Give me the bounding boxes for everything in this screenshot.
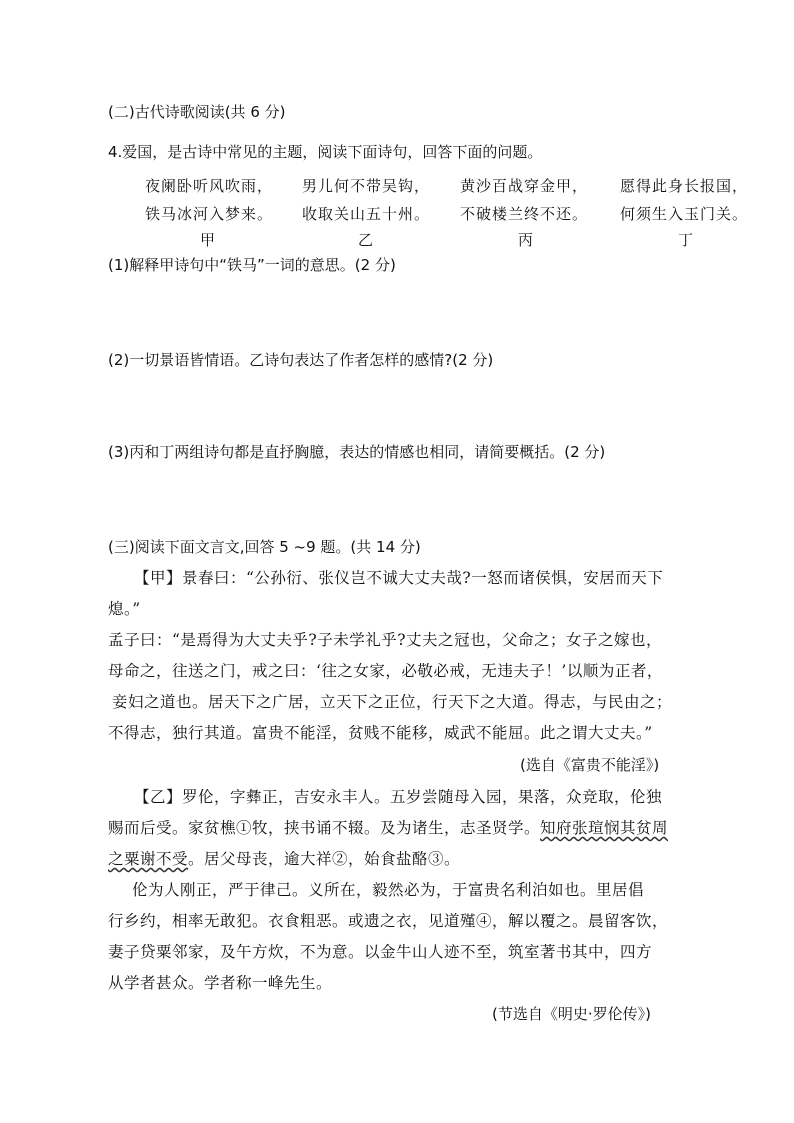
passage-yi-line: 从学者甚众。学者称一峰先生。: [108, 974, 333, 992]
question-4-stem: 4.爱国，是古诗中常见的主题，阅读下面诗句，回答下面的问题。: [108, 143, 543, 161]
passage-yi-source: (节选自《明史·罗伦传》): [492, 1005, 651, 1023]
section3-heading: (三)阅读下面文言文,回答 5 ~9 题。(共 14 分): [108, 538, 421, 556]
poem-line: 收取关山五十州。: [302, 205, 431, 223]
passage-yi-line: 【乙】罗伦，字彝正，吉安永丰人。五岁尝随母入园，果落，众竞取，伦独: [134, 788, 663, 806]
poem-line: 不破楼兰终不还。: [460, 205, 589, 223]
passage-jia-line: 妾妇之道也。居天下之广居，立天下之正位，行天下之大道。得志，与民由之；: [112, 693, 673, 711]
poem-label-yi: 乙: [358, 231, 374, 249]
passage-jia-line: 熄。”: [108, 600, 141, 618]
passage-yi-text: 赐而后受。家贫樵①牧，挟书诵不辍。及为诸生，志圣贤学。: [108, 819, 541, 837]
passage-yi-line: 伦为人刚正，严于律己。义所在，毅然必为，于富贵名利泊如也。里居倡: [132, 881, 645, 899]
question-4-3: (3)丙和丁两组诗句都是直抒胸臆，表达的情感也相同，请简要概括。(2 分): [108, 443, 606, 461]
passage-yi-line: 妻子贷粟邻家，及午方炊，不为意。以金牛山人迹不至，筑室著书其中，四方: [108, 943, 653, 961]
poem-line: 何须生入玉门关。: [620, 205, 749, 223]
passage-yi-line: 行乡约，相率无敢犯。衣食粗恶。或遗之衣，见道殣④，解以覆之。晨留客饮，: [108, 912, 669, 930]
passage-yi-line: [108, 849, 460, 869]
passage-jia-line: 孟子曰：“是焉得为大丈夫乎?子未学礼乎?丈夫之冠也，父命之；女子之嫁也，: [108, 631, 663, 649]
wavy-underlined-text: 知府张瑄悯其贫周: [540, 819, 669, 837]
passage-jia-line: 母命之，往送之门，戒之曰：‘往之女家，必敬必戒，无违夫子！’以顺为正者，: [108, 662, 663, 680]
section2-heading: (二)古代诗歌阅读(共 6 分): [108, 103, 286, 121]
passage-yi-text: 。居父母丧，逾大祥②，始食盐酪③。: [188, 850, 461, 868]
wavy-underlined-text: 之粟谢不受: [108, 850, 189, 868]
passage-jia-source: (选自《富贵不能淫》): [520, 756, 660, 774]
question-4-1: (1)解释甲诗句中“铁马”一词的意思。(2 分): [108, 256, 396, 274]
poem-line: 夜阑卧听风吹雨，: [145, 177, 274, 195]
poem-label-bing: 丙: [518, 231, 534, 249]
question-4-2: (2)一切景语皆情语。乙诗句表达了作者怎样的感情?(2 分): [108, 351, 494, 369]
poem-line: 男儿何不带吴钩，: [302, 177, 431, 195]
passage-jia-line: 不得志，独行其道。富贵不能淫，贫贱不能移，威武不能屈。此之谓大丈夫。”: [108, 724, 653, 742]
passage-yi-line: [108, 818, 668, 838]
poem-line: 铁马冰河入梦来。: [145, 205, 274, 223]
poem-line: 黄沙百战穿金甲，: [460, 177, 589, 195]
passage-jia-line: 【甲】景春曰：“公孙衍、张仪岂不诚大丈夫哉?一怒而诸侯惧，安居而天下: [134, 569, 664, 587]
poem-label-jia: 甲: [200, 231, 216, 249]
poem-line: 愿得此身长报国，: [620, 177, 749, 195]
poem-label-ding: 丁: [678, 231, 694, 249]
